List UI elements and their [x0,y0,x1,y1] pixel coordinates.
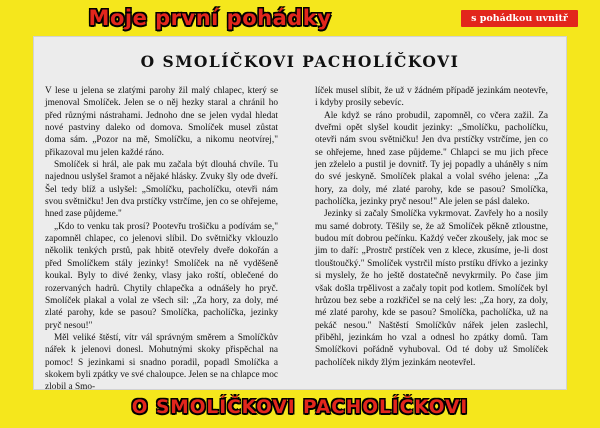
series-title: Moje první pohádky [88,6,332,30]
story-paragraph: Měl veliké štěstí, vítr vál správným směrem a Smolíčkův nářek k jelenovi donesl. Mohutnými skoky přispěchal na pomoc! S jezinkami si snadno poradil, popadl Smolíčka a skokem byli zpátky ve své chaloupce. Jelen se na chlapce moc zlobil a Smo- [45,332,278,393]
story-paragraph: Jezinky si začaly Smolíčka vykrmovat. Zavřely ho a nosily mu samé dobroty. Těšily se, že až Smolíček pěkně ztloustne, budou mít dobrou pečínku. Každý večer zkoušely, jak moc se jim to daří: „Prostrč prstíček ven z klece, zkusíme, je-li dost tlouštoučký." Smolíček vystrčil místo prstíku dřívko a jezinky si myslely, že ho ještě dostatečně nevykrmily. Po čase jim však došla trpělivost a začaly topit pod kotlem. Smolíček byl hrůzou bez sebe a rozkřičel se na celý les: „Za hory, za doly, mé zlaté parohy, kde se pasou? Smolíčka, pacholíčka, už na pekáč nesou." Naštěstí Smolíčkův nářek jelen zaslechl, přiběhl, jezinkám ho vzal a odnesl ho zpátky domů. Tam Smolíčkovi pořádně vyhuboval. Od té doby už Smolíček pacholíček nikdy žlým jezinkám neotevřel. [315,209,548,368]
footer-title: O SMOLÍČKOVI PACHOLÍČKOVI [131,397,469,418]
story-page [33,36,567,393]
story-paragraph: líček musel slíbit, že už v žádném případě jezinkám neotevře, i kdyby prosily sebevíc. [315,86,548,109]
story-column-right [315,85,548,369]
story-paragraph: Smolíček si hrál, ale pak mu začala být dlouhá chvíle. Tu najednou uslyšel šramot a nějaké hlásky. Zvuky šly ode dveří. Šel tedy blíž a uslyšel: „Smolíčku, pacholíčku, otevři nám svou světničku! Jen dva prstíčky vstrčíme, jen co se ohřejeme, hned zase půjdeme." [45,160,278,220]
story-paragraph: „Kdo to venku tak prosí? Pootevřu trošičku a podívám se," zapomněl chlapec, co jelenovi slíbil. Do světničky vklouzlo několik tenkých prstů, pak hbitě otevřely dveře dokořán a před Smolíčkem stály jezinky! Smolíček na ně vyděšeně koukal. Byly to divé ženky, vlasy jako roští, oblečené do rozervaných hadrů. Chytily chlapečka a odnášely ho pryč. Smolíček plakal a volal ze všech sil: „Za hory, za doly, mé zlaté parohy, kde se pasou? Smolíčka, pacholíčka, jezinky pryč nesou!" [45,221,278,331]
story-column-left [45,85,278,394]
story-paragraph: Ale když se ráno probudil, zapomněl, co včera zažil. Za dveřmi opět slyšel koudit jezinky: „Smolíčku, pacholíčku, otevři nám svou světničku! Jen dva prstíčky vstrčíme, jen co se ohřejeme, hned zase půjdeme." Chlapci se mu jich přece jen zželelo a pustil je dovnitř. Ty jej popadly a uháněly s ním do své jeskyně. Smolíček plakal a volal svého jelena: „Za hory, za doly, mé zlaté parohy, kde se pasou? Smolíčka, pacholíčka, jezinky pryč nesou!" Ale jelen se pásl daleko. [315,110,548,208]
story-paragraph: V lese u jelena se zlatými parohy žil malý chlapec, který se jmenoval Smolíček. Jelen se o něj hezky staral a chránil ho před různými nástrahami. Jednoho dne se jelen vydal hledat nové pastviny daleko od domova. Smolíček musel zůstat doma sám. „Pozor na mě, Smolíčku, a nikomu neotvírej," přikazoval mu jelen každé ráno. [45,86,278,158]
story-title: O SMOLÍČKOVI PACHOLÍČKOVI [140,52,460,71]
story-inside-badge: s pohádkou uvnitř [461,10,578,27]
